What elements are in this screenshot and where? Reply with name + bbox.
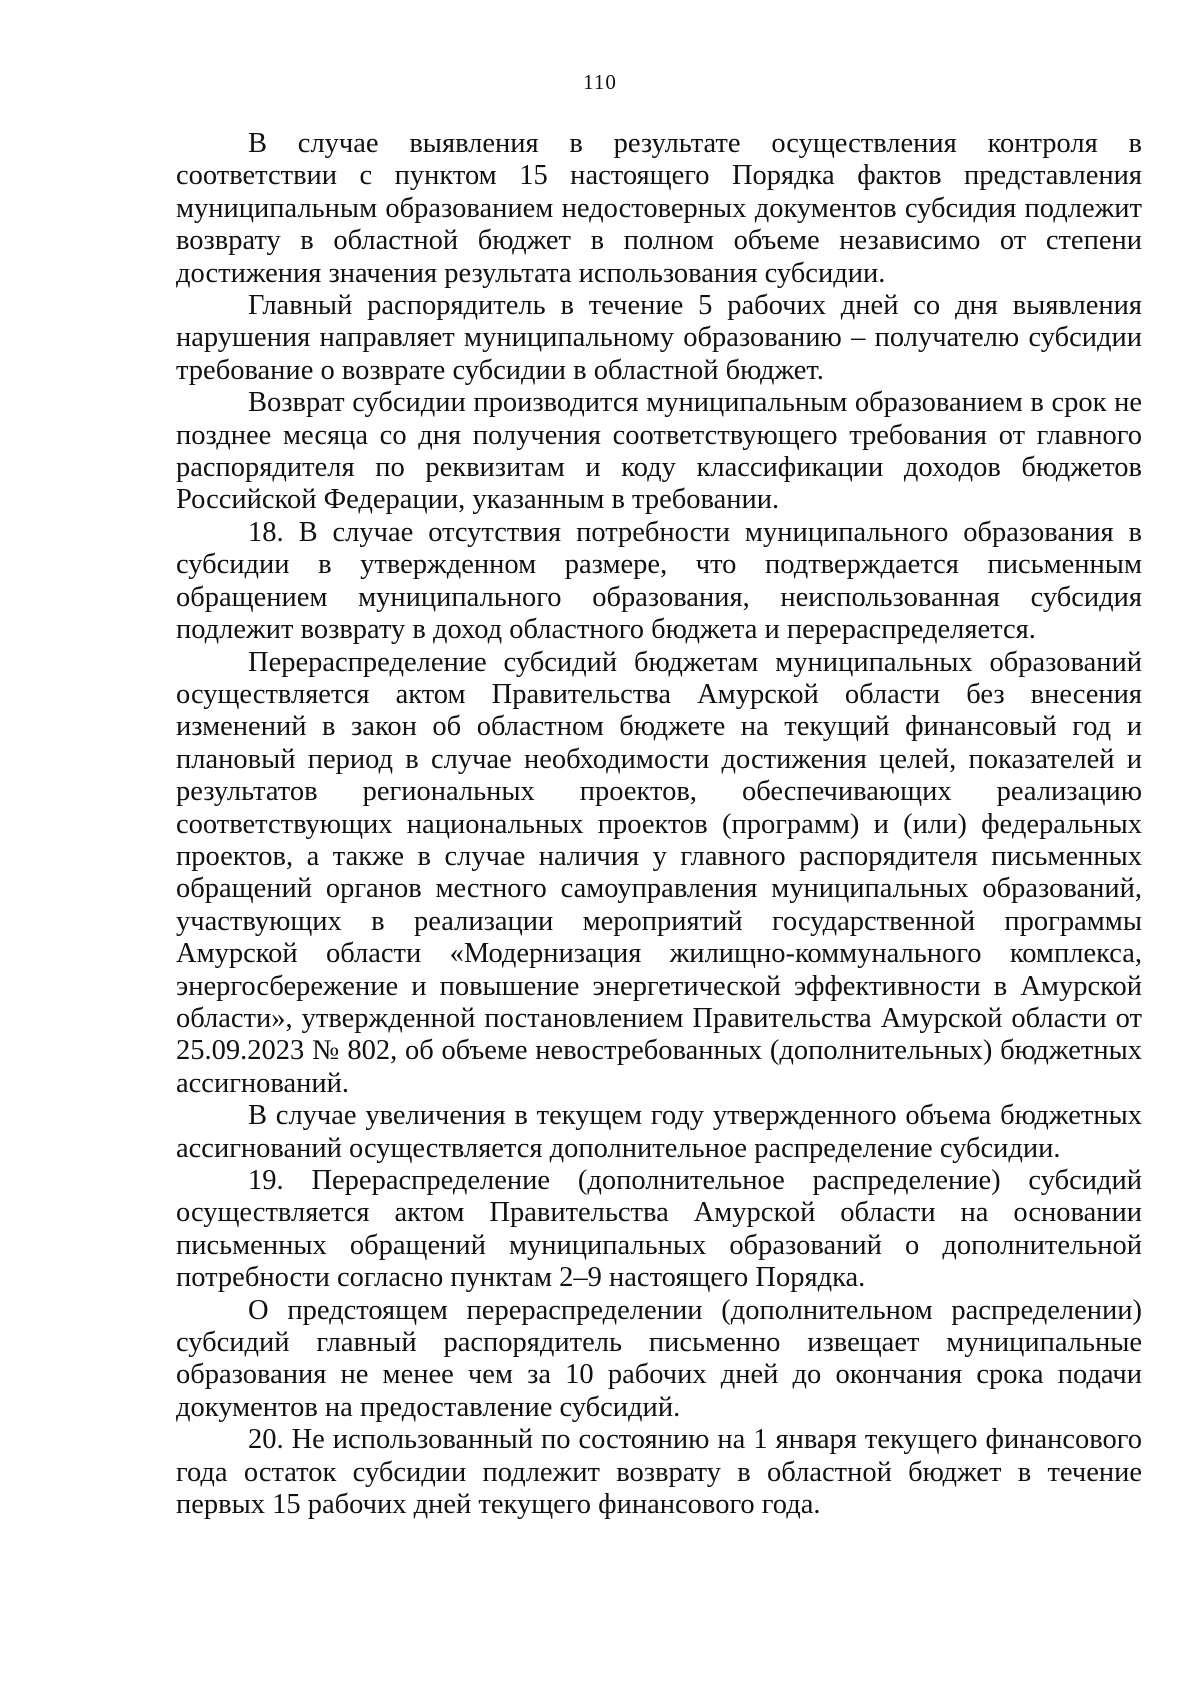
paragraph-clause-19: 19. Перераспределение (дополнительное распределение) субсидий осуществляется актом Правительства Амурской области на основании письменных обращений муниципальных образований о дополнительной потребности согласно пунктам 2–9 настоящего Порядка.	[176, 1165, 1142, 1294]
paragraph-return-requirement: Главный распорядитель в течение 5 рабочих дней со дня выявления нарушения направляет муниципальному образованию – получателю субсидии требование о возврате субсидии в областной бюджет.	[176, 290, 1142, 386]
paragraph-additional-distribution: В случае увеличения в текущем году утвержденного объема бюджетных ассигнований осуществляется дополнительное распределение субсидии.	[176, 1100, 1142, 1164]
paragraph-redistribution: Перераспределение субсидий бюджетам муниципальных образований осуществляется актом Правительства Амурской области без внесения изменений в закон об областном бюджете на текущий финансовый год и плановый период в случае необходимости достижения целей, показателей и результатов региональных проектов, обеспечивающих реализацию соответствующих национальных проектов (программ) и (или) федеральных проектов, а также в случае наличия у главного распорядителя письменных обращений органов местного самоуправления муниципальных образований, участвующих в реализации мероприятий государственной программы Амурской области «Модернизация жилищно-коммунального комплекса, энергосбережение и повышение энергетической эффективности в Амурской области», утвержденной постановлением Правительства Амурской области от 25.09.2023 № 802, об объеме невостребованных (дополнительных) бюджетных ассигнований.	[176, 646, 1142, 1099]
paragraph-clause-20: 20. Не использованный по состоянию на 1 января текущего финансового года остаток субсидии подлежит возврату в областной бюджет в течение первых 15 рабочих дней текущего финансового года.	[176, 1424, 1142, 1521]
paragraph-return-deadline: Возврат субсидии производится муниципальным образованием в срок не позднее месяца со дня получения соответствующего требования от главного распорядителя по реквизитам и коду классификации доходов бюджетов Российской Федерации, указанным в требовании.	[176, 387, 1142, 516]
paragraph-notification: О предстоящем перераспределении (дополнительном распределении) субсидий главный распорядитель письменно извещает муниципальные образования не менее чем за 10 рабочих дней до окончания срока подачи документов на предоставление субсидий.	[176, 1294, 1142, 1423]
paragraph-subsidy-return-control: В случае выявления в результате осуществления контроля в соответствии с пунктом 15 настоящего Порядка фактов представления муниципальным образованием недостоверных документов субсидия подлежит возврату в областной бюджет в полном объеме независимо от степени достижения значения результата использования субсидии.	[176, 128, 1142, 289]
document-body	[176, 128, 1142, 1521]
paragraph-clause-18: 18. В случае отсутствия потребности муниципального образования в субсидии в утвержденном размере, что подтверждается письменным обращением муниципального образования, неиспользованная субсидия подлежит возврату в доход областного бюджета и перераспределяется.	[176, 516, 1142, 646]
page-number: 110	[583, 70, 617, 94]
